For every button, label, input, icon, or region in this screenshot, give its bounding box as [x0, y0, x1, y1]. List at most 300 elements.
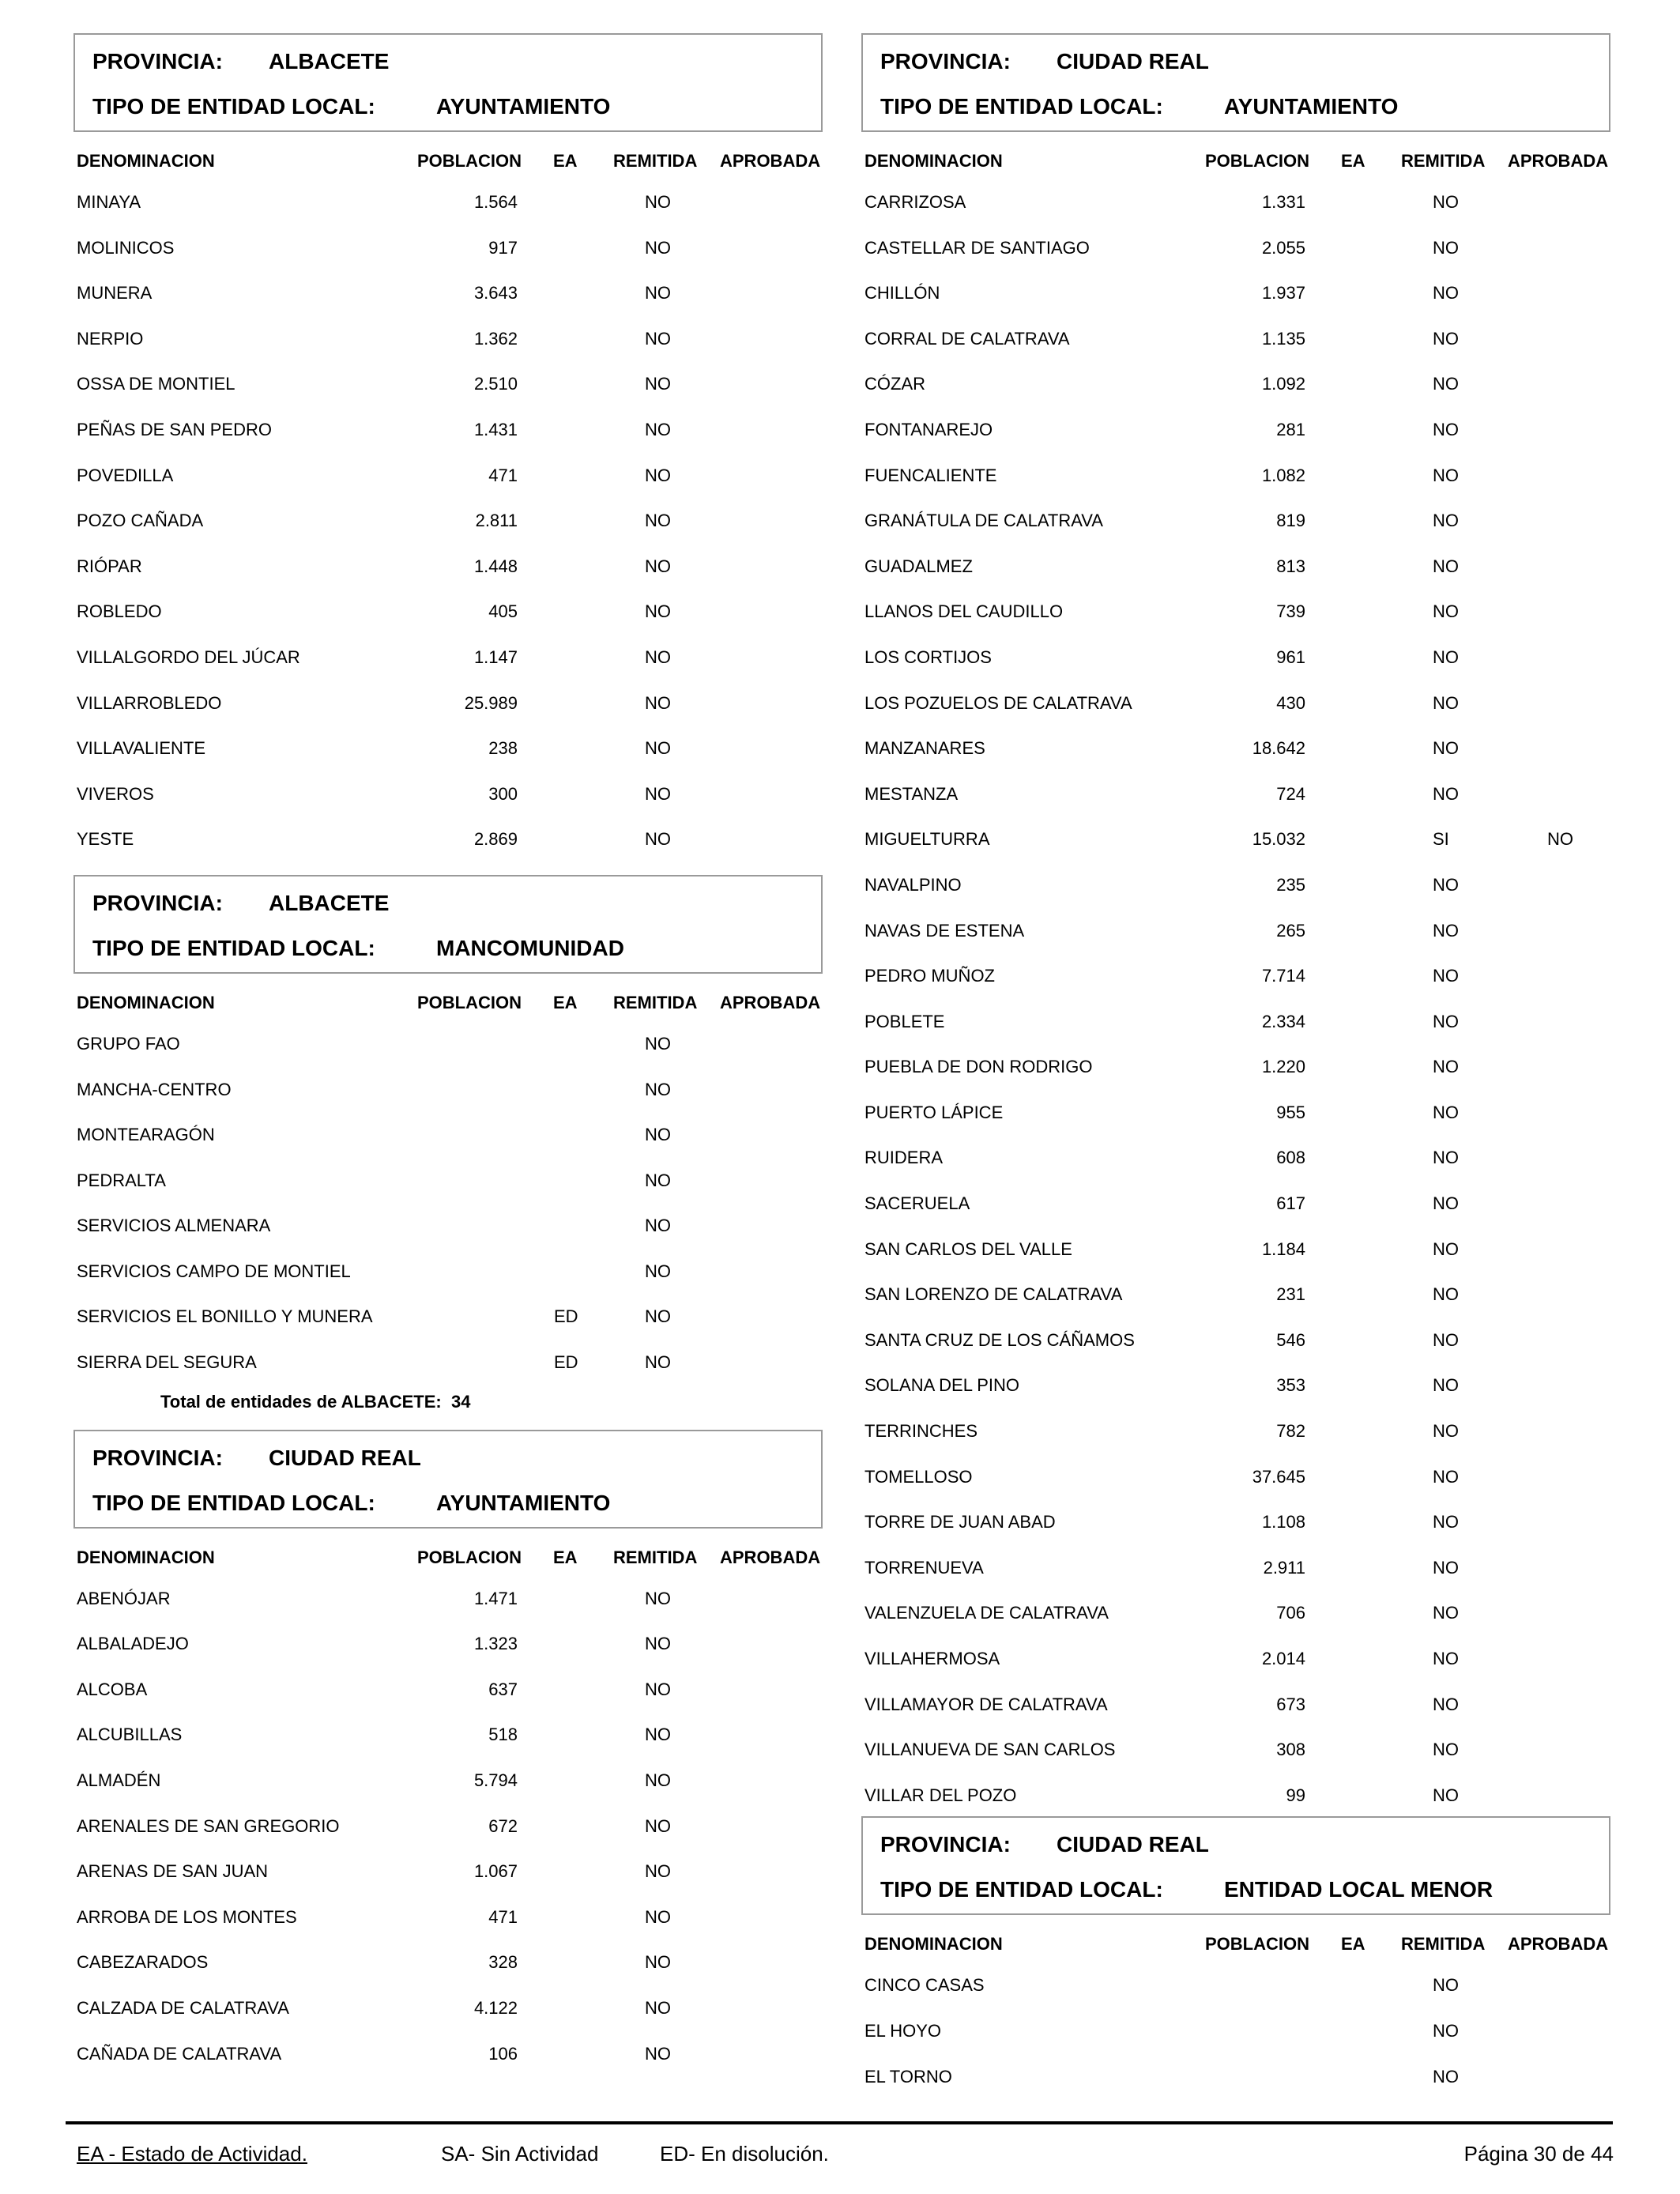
column-headers	[861, 1915, 1610, 1961]
table-row	[73, 770, 823, 816]
cell-poblacion: 617	[1276, 1193, 1305, 1214]
table-row	[861, 770, 1610, 816]
cell-denominacion: MUNERA	[77, 283, 153, 303]
cell-remitida: NO	[1433, 2020, 1459, 2041]
table-row	[861, 1453, 1610, 1498]
table-row	[73, 1338, 823, 1384]
table-row	[861, 360, 1610, 405]
cell-denominacion: SIERRA DEL SEGURA	[77, 1352, 257, 1373]
cell-poblacion: 300	[488, 783, 518, 804]
cell-remitida: NO	[1433, 1512, 1459, 1532]
table-row	[861, 224, 1610, 270]
col-remitida: REMITIDA	[1401, 1934, 1486, 1955]
col-ea: EA	[1341, 151, 1365, 171]
cell-remitida: NO	[1433, 1740, 1459, 1760]
col-ea: EA	[1341, 1934, 1365, 1955]
footer-legend-ea: EA - Estado de Actividad.	[77, 2142, 307, 2166]
cell-poblacion: 235	[1276, 874, 1305, 895]
col-denominacion: DENOMINACION	[864, 1934, 1003, 1955]
table-row	[73, 496, 823, 542]
cell-denominacion: EL HOYO	[864, 2020, 941, 2041]
tipo-value: AYUNTAMIENTO	[436, 94, 611, 119]
table-body	[861, 178, 1610, 1816]
table-body	[73, 1574, 823, 2075]
cell-denominacion: MANZANARES	[864, 738, 985, 759]
col-aprobada: APROBADA	[1508, 151, 1609, 171]
cell-denominacion: CORRAL DE CALATRAVA	[864, 328, 1070, 349]
col-denominacion: DENOMINACION	[77, 151, 215, 171]
cell-remitida: NO	[645, 1588, 671, 1608]
cell-poblacion: 1.108	[1261, 1512, 1305, 1532]
column-headers	[73, 132, 823, 178]
table-row	[861, 724, 1610, 770]
cell-remitida: NO	[1433, 328, 1459, 349]
cell-denominacion: SAN LORENZO DE CALATRAVA	[864, 1284, 1123, 1305]
cell-remitida: NO	[1433, 1694, 1459, 1714]
cell-remitida: NO	[1433, 1329, 1459, 1350]
col-poblacion: POBLACION	[1205, 1934, 1309, 1955]
column-headers	[861, 132, 1610, 178]
table-row	[73, 633, 823, 679]
cell-remitida: NO	[1433, 1057, 1459, 1077]
cell-poblacion: 18.642	[1252, 738, 1305, 759]
provincia-label: PROVINCIA:	[92, 49, 223, 74]
cell-remitida: NO	[645, 1952, 671, 1973]
cell-remitida: NO	[645, 1998, 671, 2018]
table-row	[73, 1665, 823, 1711]
cell-poblacion: 99	[1286, 1785, 1305, 1805]
cell-remitida: NO	[645, 374, 671, 394]
cell-denominacion: MONTEARAGÓN	[77, 1125, 215, 1145]
cell-poblacion: 1.082	[1261, 465, 1305, 485]
cell-denominacion: POVEDILLA	[77, 465, 174, 485]
table-row	[73, 542, 823, 588]
cell-denominacion: LOS CORTIJOS	[864, 647, 992, 667]
cell-denominacion: CINCO CASAS	[864, 1975, 985, 1996]
cell-denominacion: VILLAHERMOSA	[864, 1649, 1000, 1668]
cell-poblacion: 7.714	[1261, 966, 1305, 986]
cell-remitida: NO	[1433, 738, 1459, 759]
cell-poblacion: 1.448	[473, 556, 518, 576]
cell-poblacion: 1.937	[1261, 283, 1305, 303]
table-row	[861, 1680, 1610, 1726]
cell-remitida: NO	[1433, 692, 1459, 713]
cell-remitida: NO	[645, 1125, 671, 1145]
left-column	[73, 33, 823, 2075]
table-row	[861, 1088, 1610, 1134]
total-value: 34	[451, 1391, 471, 1412]
table-row	[861, 1316, 1610, 1362]
cell-denominacion: VALENZUELA DE CALATRAVA	[864, 1603, 1109, 1623]
cell-aprobada: NO	[1547, 829, 1573, 850]
cell-denominacion: GRANÁTULA DE CALATRAVA	[864, 511, 1103, 531]
table-row	[861, 1133, 1610, 1179]
table-row	[861, 1042, 1610, 1088]
tipo-label: TIPO DE ENTIDAD LOCAL:	[92, 94, 375, 119]
table-row	[861, 405, 1610, 451]
cell-remitida: NO	[1433, 1975, 1459, 1996]
provincia-label: PROVINCIA:	[880, 49, 1011, 74]
cell-poblacion: 5.794	[473, 1770, 518, 1791]
cell-poblacion: 637	[488, 1679, 518, 1699]
cell-poblacion: 1.323	[473, 1634, 518, 1654]
cell-poblacion: 2.510	[473, 374, 518, 394]
cell-poblacion: 231	[1276, 1284, 1305, 1305]
footer-legend-sa: SA- Sin Actividad	[441, 2142, 599, 2166]
table-row	[861, 1634, 1610, 1680]
table-row	[861, 907, 1610, 952]
cell-remitida: NO	[1433, 601, 1459, 622]
cell-denominacion: PUEBLA DE DON RODRIGO	[864, 1057, 1093, 1077]
cell-poblacion: 471	[488, 1906, 518, 1927]
cell-denominacion: GRUPO FAO	[77, 1033, 180, 1054]
table-row	[861, 1407, 1610, 1453]
col-remitida: REMITIDA	[1401, 151, 1486, 171]
table-row	[73, 1574, 823, 1620]
cell-remitida: NO	[645, 738, 671, 759]
total-row	[73, 1384, 823, 1430]
provincia-value: CIUDAD REAL	[1057, 49, 1209, 74]
cell-denominacion: SAN CARLOS DEL VALLE	[864, 1238, 1072, 1259]
table-row	[73, 1938, 823, 1984]
cell-poblacion: 739	[1276, 601, 1305, 622]
cell-poblacion: 1.147	[473, 647, 518, 667]
table-row	[73, 1756, 823, 1802]
col-poblacion: POBLACION	[1205, 151, 1309, 171]
table-row	[73, 1893, 823, 1939]
cell-denominacion: ARENALES DE SAN GREGORIO	[77, 1815, 340, 1836]
cell-denominacion: VILLAVALIENTE	[77, 738, 206, 759]
cell-denominacion: VILLALGORDO DEL JÚCAR	[77, 647, 300, 667]
cell-remitida: NO	[1433, 1238, 1459, 1259]
table-body	[861, 1961, 1610, 2098]
col-ea: EA	[553, 1547, 578, 1567]
table-row	[861, 1270, 1610, 1316]
column-headers	[73, 1529, 823, 1574]
cell-denominacion: NERPIO	[77, 328, 144, 349]
col-ea: EA	[553, 992, 578, 1012]
cell-poblacion: 1.564	[473, 192, 518, 212]
cell-poblacion: 4.122	[473, 1998, 518, 2018]
cell-remitida: NO	[1433, 2066, 1459, 2087]
cell-poblacion: 471	[488, 465, 518, 485]
cell-remitida: NO	[1433, 1148, 1459, 1168]
cell-denominacion: TOMELLOSO	[864, 1466, 973, 1487]
table-row	[861, 269, 1610, 315]
cell-remitida: SI	[1433, 829, 1449, 850]
cell-poblacion: 430	[1276, 692, 1305, 713]
table-row	[861, 1589, 1610, 1634]
cell-remitida: NO	[645, 1725, 671, 1745]
cell-remitida: NO	[1433, 1011, 1459, 1031]
tipo-value: AYUNTAMIENTO	[1224, 94, 1399, 119]
cell-remitida: NO	[1433, 1102, 1459, 1122]
table-row	[861, 1725, 1610, 1771]
cell-remitida: NO	[645, 1861, 671, 1882]
cell-poblacion: 706	[1276, 1603, 1305, 1623]
cell-poblacion: 3.643	[473, 283, 518, 303]
table-row	[73, 1847, 823, 1893]
cell-poblacion: 917	[488, 237, 518, 258]
cell-poblacion: 308	[1276, 1740, 1305, 1760]
cell-remitida: NO	[1433, 874, 1459, 895]
cell-remitida: NO	[1433, 1284, 1459, 1305]
cell-denominacion: ROBLEDO	[77, 601, 162, 622]
table-row	[861, 178, 1610, 224]
cell-denominacion: VIVEROS	[77, 783, 154, 804]
col-ea: EA	[553, 151, 578, 171]
cell-remitida: NO	[1433, 419, 1459, 439]
cell-denominacion: SERVICIOS CAMPO DE MONTIEL	[77, 1261, 351, 1281]
cell-remitida: NO	[1433, 783, 1459, 804]
col-remitida: REMITIDA	[613, 1547, 698, 1567]
cell-denominacion: CAÑADA DE CALATRAVA	[77, 2043, 282, 2064]
cell-remitida: NO	[645, 1634, 671, 1654]
table-row	[861, 2007, 1610, 2053]
cell-denominacion: PEDRO MUÑOZ	[864, 966, 995, 986]
cell-remitida: NO	[645, 1906, 671, 1927]
cell-denominacion: ALBALADEJO	[77, 1634, 189, 1654]
cell-denominacion: MINAYA	[77, 192, 141, 212]
cell-remitida: NO	[1433, 1375, 1459, 1396]
table-body	[73, 178, 823, 861]
cell-remitida: NO	[1433, 1466, 1459, 1487]
cell-remitida: NO	[645, 556, 671, 576]
table-row	[861, 1544, 1610, 1589]
cell-remitida: NO	[1433, 920, 1459, 941]
tipo-value: AYUNTAMIENTO	[436, 1490, 611, 1515]
table-row	[73, 1802, 823, 1848]
cell-denominacion: GUADALMEZ	[864, 556, 973, 576]
provincia-label: PROVINCIA:	[92, 890, 223, 915]
cell-poblacion: 672	[488, 1815, 518, 1836]
cell-denominacion: MOLINICOS	[77, 237, 175, 258]
cell-remitida: NO	[645, 1815, 671, 1836]
cell-denominacion: VILLAMAYOR DE CALATRAVA	[864, 1694, 1108, 1714]
cell-denominacion: PUERTO LÁPICE	[864, 1102, 1004, 1122]
cell-poblacion: 782	[1276, 1421, 1305, 1442]
table-row	[73, 269, 823, 315]
cell-denominacion: TERRINCHES	[864, 1421, 978, 1442]
table-row	[861, 542, 1610, 588]
cell-denominacion: POZO CAÑADA	[77, 511, 204, 531]
table-row	[73, 1710, 823, 1756]
cell-ea: ED	[554, 1352, 578, 1373]
cell-poblacion: 673	[1276, 1694, 1305, 1714]
cell-denominacion: LOS POZUELOS DE CALATRAVA	[864, 692, 1132, 713]
section-header-ciudad-real-ayuntamiento	[73, 1430, 823, 1529]
cell-denominacion: NAVALPINO	[864, 874, 962, 895]
cell-poblacion: 2.014	[1261, 1649, 1305, 1668]
cell-remitida: NO	[645, 1770, 671, 1791]
cell-remitida: NO	[1433, 1557, 1459, 1578]
cell-remitida: NO	[645, 511, 671, 531]
cell-denominacion: LLANOS DEL CAUDILLO	[864, 601, 1064, 622]
table-row	[73, 1201, 823, 1247]
cell-denominacion: FUENCALIENTE	[864, 465, 997, 485]
tipo-label: TIPO DE ENTIDAD LOCAL:	[880, 94, 1163, 119]
cell-poblacion: 328	[488, 1952, 518, 1973]
cell-denominacion: POBLETE	[864, 1011, 945, 1031]
table-row	[861, 679, 1610, 725]
cell-poblacion: 405	[488, 601, 518, 622]
section-header-albacete-mancomunidad	[73, 875, 823, 974]
col-poblacion: POBLACION	[417, 151, 522, 171]
cell-denominacion: ALMADÉN	[77, 1770, 161, 1791]
tipo-label: TIPO DE ENTIDAD LOCAL:	[92, 1490, 375, 1515]
table-row	[73, 1984, 823, 2030]
cell-poblacion: 2.055	[1261, 237, 1305, 258]
cell-denominacion: SERVICIOS EL BONILLO Y MUNERA	[77, 1306, 373, 1327]
cell-remitida: NO	[645, 1352, 671, 1373]
cell-remitida: NO	[1433, 1785, 1459, 1805]
table-row	[73, 1156, 823, 1202]
cell-denominacion: TORRENUEVA	[864, 1557, 984, 1578]
table-row	[73, 1292, 823, 1338]
cell-remitida: NO	[1433, 1193, 1459, 1214]
section-header-ciudad-real-entidad-local-menor	[861, 1816, 1610, 1915]
cell-poblacion: 2.811	[475, 511, 518, 531]
section-header-ciudad-real-ayuntamiento	[861, 33, 1610, 132]
table-row	[73, 1020, 823, 1065]
provincia-value: ALBACETE	[269, 890, 390, 915]
total-label: Total de entidades de ALBACETE:	[160, 1391, 442, 1412]
table-row	[861, 815, 1610, 861]
provincia-value: CIUDAD REAL	[1057, 1832, 1209, 1857]
table-row	[861, 451, 1610, 497]
cell-denominacion: EL TORNO	[864, 2066, 952, 2087]
cell-poblacion: 1.220	[1261, 1057, 1305, 1077]
cell-remitida: NO	[1433, 511, 1459, 531]
table-row	[861, 2053, 1610, 2098]
cell-poblacion: 2.334	[1261, 1011, 1305, 1031]
cell-denominacion: CALZADA DE CALATRAVA	[77, 1998, 289, 2018]
col-denominacion: DENOMINACION	[77, 1547, 215, 1567]
cell-remitida: NO	[645, 1306, 671, 1327]
table-row	[73, 1110, 823, 1156]
table-row	[73, 2030, 823, 2075]
cell-remitida: NO	[1433, 556, 1459, 576]
cell-denominacion: ALCOBA	[77, 1679, 148, 1699]
cell-remitida: NO	[645, 1079, 671, 1099]
provincia-value: ALBACETE	[269, 49, 390, 74]
table-row	[861, 861, 1610, 907]
col-remitida: REMITIDA	[613, 992, 698, 1012]
provincia-label: PROVINCIA:	[880, 1832, 1011, 1857]
cell-remitida: NO	[1433, 465, 1459, 485]
cell-poblacion: 281	[1276, 419, 1305, 439]
col-denominacion: DENOMINACION	[864, 151, 1003, 171]
table-row	[73, 451, 823, 497]
cell-remitida: NO	[1433, 283, 1459, 303]
cell-denominacion: VILLAR DEL POZO	[864, 1785, 1017, 1805]
table-row	[861, 633, 1610, 679]
cell-denominacion: CASTELLAR DE SANTIAGO	[864, 237, 1090, 258]
cell-denominacion: CABEZARADOS	[77, 1952, 209, 1973]
cell-remitida: NO	[1433, 374, 1459, 394]
table-row	[73, 679, 823, 725]
table-row	[73, 315, 823, 360]
cell-remitida: NO	[645, 1261, 671, 1281]
cell-denominacion: SACERUELA	[864, 1193, 970, 1214]
table-row	[73, 224, 823, 270]
cell-poblacion: 15.032	[1252, 829, 1305, 850]
col-aprobada: APROBADA	[720, 1547, 821, 1567]
provincia-label: PROVINCIA:	[92, 1445, 223, 1470]
cell-poblacion: 518	[488, 1725, 518, 1745]
section-header-albacete-ayuntamiento	[73, 33, 823, 132]
cell-poblacion: 353	[1276, 1375, 1305, 1396]
cell-denominacion: YESTE	[77, 829, 134, 850]
cell-remitida: NO	[1433, 237, 1459, 258]
tipo-value: ENTIDAD LOCAL MENOR	[1224, 1877, 1494, 1902]
footer-divider	[66, 2121, 1613, 2124]
table-row	[861, 315, 1610, 360]
cell-denominacion: SERVICIOS ALMENARA	[77, 1216, 271, 1236]
cell-remitida: NO	[645, 692, 671, 713]
table-row	[861, 1179, 1610, 1225]
cell-poblacion: 1.135	[1261, 328, 1305, 349]
cell-denominacion: ALCUBILLAS	[77, 1725, 183, 1745]
tipo-value: MANCOMUNIDAD	[436, 935, 624, 960]
cell-remitida: NO	[645, 1679, 671, 1699]
cell-poblacion: 955	[1276, 1102, 1305, 1122]
cell-poblacion: 1.067	[473, 1861, 518, 1882]
cell-poblacion: 546	[1276, 1329, 1305, 1350]
right-column	[861, 33, 1610, 2098]
cell-denominacion: ABENÓJAR	[77, 1588, 171, 1608]
cell-denominacion: VILLARROBLEDO	[77, 692, 222, 713]
cell-remitida: NO	[645, 1033, 671, 1054]
col-aprobada: APROBADA	[720, 992, 821, 1012]
cell-remitida: NO	[1433, 966, 1459, 986]
cell-remitida: NO	[645, 647, 671, 667]
table-row	[73, 587, 823, 633]
cell-denominacion: TORRE DE JUAN ABAD	[864, 1512, 1056, 1532]
cell-remitida: NO	[645, 283, 671, 303]
cell-poblacion: 238	[488, 738, 518, 759]
cell-remitida: NO	[1433, 647, 1459, 667]
table-row	[73, 1247, 823, 1293]
col-poblacion: POBLACION	[417, 1547, 522, 1567]
cell-remitida: NO	[645, 328, 671, 349]
cell-poblacion: 106	[488, 2043, 518, 2064]
col-poblacion: POBLACION	[417, 992, 522, 1012]
footer-legend-ed: ED- En disolución.	[660, 2142, 829, 2166]
table-row	[73, 178, 823, 224]
cell-denominacion: RUIDERA	[864, 1148, 944, 1168]
cell-remitida: NO	[645, 2043, 671, 2064]
cell-denominacion: SOLANA DEL PINO	[864, 1375, 1020, 1396]
cell-denominacion: RIÓPAR	[77, 556, 142, 576]
cell-denominacion: CHILLÓN	[864, 283, 940, 303]
cell-denominacion: ARENAS DE SAN JUAN	[77, 1861, 269, 1882]
table-row	[861, 1225, 1610, 1271]
cell-poblacion: 724	[1276, 783, 1305, 804]
cell-remitida: NO	[645, 1216, 671, 1236]
cell-denominacion: CARRIZOSA	[864, 192, 966, 212]
cell-denominacion: PEDRALTA	[77, 1170, 166, 1190]
table-row	[861, 1361, 1610, 1407]
cell-denominacion: FONTANAREJO	[864, 419, 993, 439]
page-number: Página 30 de 44	[1463, 2142, 1614, 2166]
cell-poblacion: 961	[1276, 647, 1305, 667]
table-row	[861, 952, 1610, 997]
cell-remitida: NO	[1433, 1421, 1459, 1442]
cell-remitida: NO	[645, 601, 671, 622]
cell-denominacion: MANCHA-CENTRO	[77, 1079, 232, 1099]
cell-poblacion: 1.431	[473, 419, 518, 439]
